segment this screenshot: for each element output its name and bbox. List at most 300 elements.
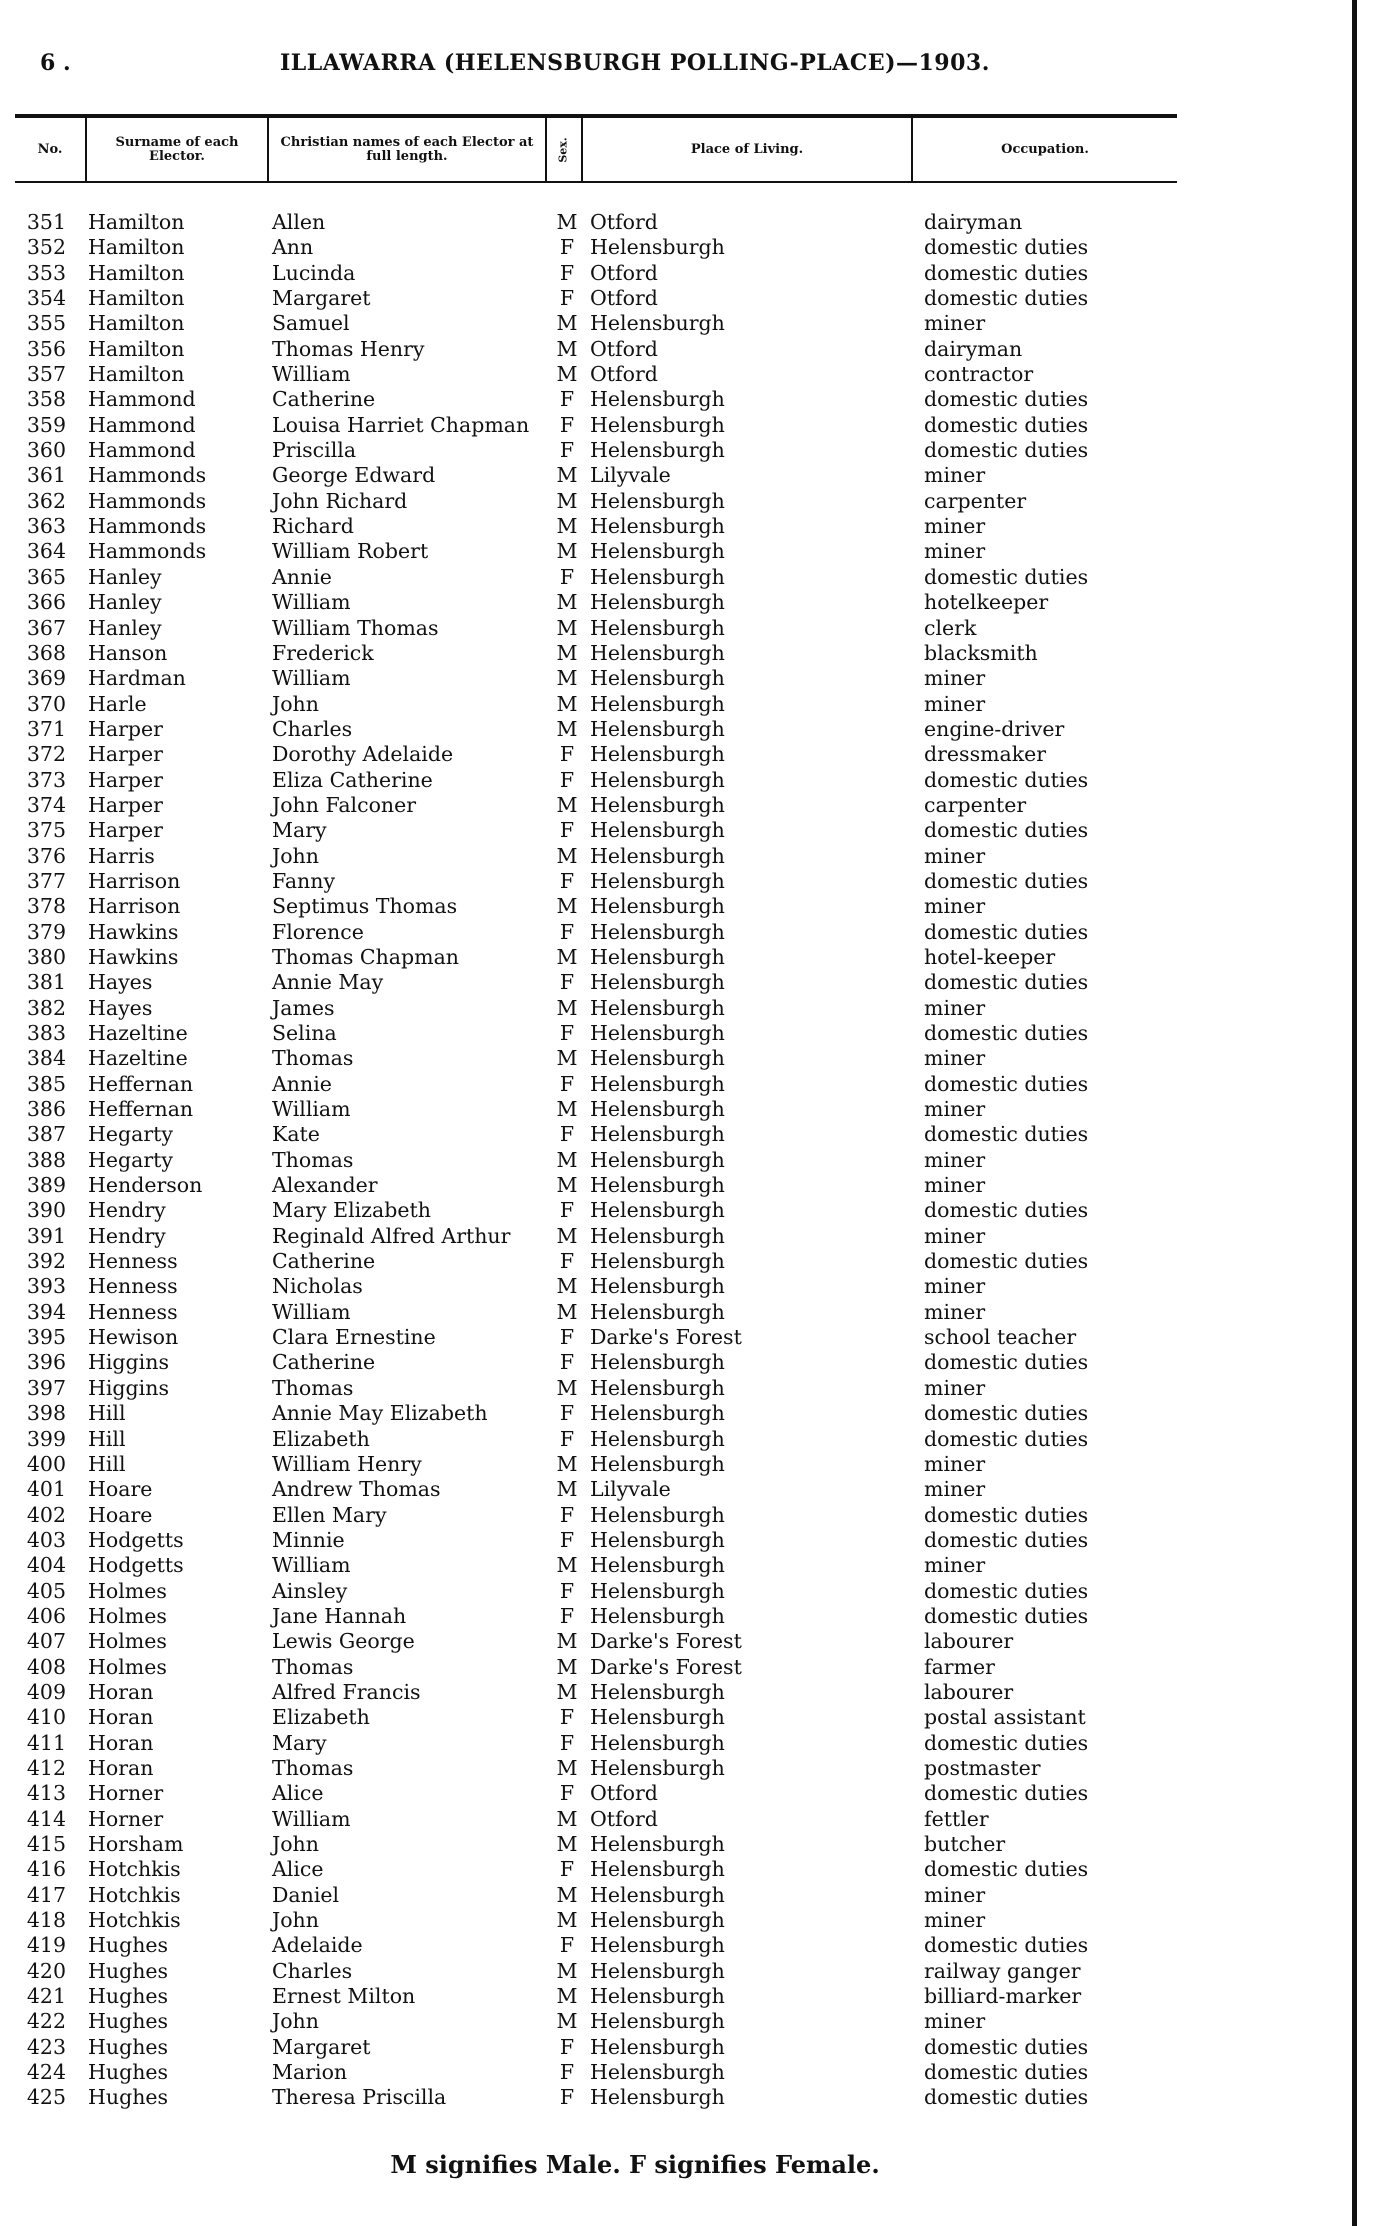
sex: F: [559, 1502, 575, 1527]
elector-number: 365: [26, 564, 66, 589]
page-edge-rule: [1352, 0, 1357, 2226]
place-of-living: Helensburgh: [590, 1198, 725, 1223]
occupation: miner: [924, 1274, 986, 1299]
elector-number: 413: [26, 1781, 66, 1806]
elector-number: 402: [26, 1502, 66, 1527]
page-number: 6 .: [40, 50, 71, 76]
elector-number: 361: [26, 463, 66, 488]
elector-number: 385: [26, 1071, 66, 1096]
occupation: domestic duties: [924, 1730, 1089, 1755]
elector-row: [0, 869, 1200, 894]
surname: Hill: [88, 1401, 126, 1426]
sex: M: [556, 894, 578, 919]
christian-names: Annie: [272, 1071, 332, 1096]
sex: F: [559, 1249, 575, 1274]
surname: Holmes: [88, 1578, 167, 1603]
sex: F: [559, 767, 575, 792]
elector-number: 393: [26, 1274, 66, 1299]
elector-row: [0, 1173, 1200, 1198]
surname: Henderson: [88, 1173, 203, 1198]
place-of-living: Helensburgh: [590, 716, 725, 741]
christian-names: William Robert: [272, 539, 429, 564]
surname: Hendry: [88, 1198, 166, 1223]
elector-row: [0, 286, 1200, 311]
elector-row: [0, 1655, 1200, 1680]
occupation: domestic duties: [924, 1249, 1089, 1274]
elector-row: [0, 717, 1200, 742]
occupation: domestic duties: [924, 1350, 1089, 1375]
elector-number: 359: [26, 412, 66, 437]
surname: Henness: [88, 1274, 178, 1299]
surname: Hodgetts: [88, 1553, 184, 1578]
place-of-living: Helensburgh: [590, 691, 725, 716]
elector-list: [0, 210, 1200, 2111]
occupation: miner: [924, 1375, 986, 1400]
place-of-living: Helensburgh: [590, 590, 725, 615]
place-of-living: Helensburgh: [590, 1350, 725, 1375]
place-of-living: Helensburgh: [590, 1021, 725, 1045]
occupation: miner: [924, 894, 986, 919]
christian-names: Mary: [272, 1730, 327, 1755]
place-of-living: Helensburgh: [590, 2085, 725, 2110]
christian-names: Thomas: [272, 1375, 354, 1400]
place-of-living: Helensburgh: [590, 514, 725, 539]
elector-row: [0, 1680, 1200, 1705]
elector-row: [0, 590, 1200, 615]
elector-number: 398: [26, 1401, 66, 1426]
occupation: domestic duties: [924, 1857, 1089, 1882]
surname: Horsham: [88, 1832, 184, 1856]
sex: M: [556, 488, 578, 513]
place-of-living: Helensburgh: [590, 742, 725, 767]
christian-names: Elizabeth: [272, 1705, 370, 1730]
surname: Hegarty: [88, 1122, 173, 1147]
elector-number: 371: [26, 716, 66, 741]
occupation: school teacher: [924, 1325, 1077, 1350]
occupation: miner: [924, 1908, 986, 1933]
christian-names: William: [272, 1553, 351, 1578]
christian-names: Alfred Francis: [272, 1679, 421, 1704]
elector-row: [0, 1224, 1200, 1249]
sex: M: [556, 1806, 578, 1831]
occupation: hotelkeeper: [924, 590, 1049, 615]
surname: Hayes: [88, 995, 153, 1020]
occupation: dressmaker: [924, 742, 1047, 767]
sex: F: [559, 2060, 575, 2085]
elector-row: [0, 1021, 1200, 1046]
surname: Harper: [88, 792, 163, 817]
sex: M: [556, 716, 578, 741]
place-of-living: Helensburgh: [590, 792, 725, 817]
christian-names: Daniel: [272, 1882, 340, 1907]
christian-names: John: [272, 2009, 319, 2034]
elector-number: 423: [26, 2034, 66, 2059]
elector-row: [0, 1097, 1200, 1122]
place-of-living: Helensburgh: [590, 1426, 725, 1451]
surname: Horan: [88, 1705, 154, 1730]
sex: M: [556, 362, 578, 387]
surname: Hardman: [88, 666, 186, 691]
elector-row: [0, 970, 1200, 995]
place-of-living: Helensburgh: [590, 1755, 725, 1780]
surname: Hammonds: [88, 463, 207, 488]
occupation: billiard-marker: [924, 1984, 1082, 2009]
sex: M: [556, 666, 578, 691]
sex: M: [556, 1654, 578, 1679]
elector-number: 369: [26, 666, 66, 691]
surname: Hanson: [88, 640, 168, 665]
elector-number: 372: [26, 742, 66, 767]
occupation: miner: [924, 995, 986, 1020]
elector-row: [0, 1959, 1200, 1984]
elector-number: 411: [26, 1730, 66, 1755]
surname: Hotchkis: [88, 1857, 181, 1882]
christian-names: Allen: [272, 210, 326, 234]
elector-row: [0, 1072, 1200, 1097]
sex: M: [556, 1046, 578, 1071]
header-occupation: Occupation.: [1001, 141, 1089, 157]
elector-row: [0, 235, 1200, 260]
christian-names: Catherine: [272, 387, 376, 412]
sex: F: [559, 1705, 575, 1730]
sex: F: [559, 1122, 575, 1147]
elector-row: [0, 2009, 1200, 2034]
elector-number: 414: [26, 1806, 66, 1831]
christian-names: Richard: [272, 514, 354, 539]
place-of-living: Helensburgh: [590, 311, 725, 336]
surname: Hanley: [88, 564, 162, 589]
elector-number: 400: [26, 1451, 66, 1476]
christian-names: John: [272, 843, 319, 868]
sex: F: [559, 2085, 575, 2110]
place-of-living: Helensburgh: [590, 1705, 725, 1730]
elector-row: [0, 1325, 1200, 1350]
sex: F: [559, 919, 575, 944]
surname: Hotchkis: [88, 1908, 181, 1933]
surname: Hughes: [88, 1958, 169, 1983]
surname: Hammonds: [88, 514, 207, 539]
elector-number: 422: [26, 2009, 66, 2034]
elector-row: [0, 945, 1200, 970]
surname: Hammond: [88, 412, 196, 437]
occupation: domestic duties: [924, 1401, 1089, 1426]
elector-row: [0, 489, 1200, 514]
occupation: labourer: [924, 1629, 1014, 1654]
occupation: domestic duties: [924, 919, 1089, 944]
christian-names: John: [272, 691, 319, 716]
surname: Heffernan: [88, 1071, 194, 1096]
elector-row: [0, 1781, 1200, 1806]
sex: F: [559, 970, 575, 995]
sex: F: [559, 1578, 575, 1603]
occupation: labourer: [924, 1679, 1014, 1704]
surname: Henness: [88, 1249, 178, 1274]
surname: Hughes: [88, 2009, 169, 2034]
elector-number: 363: [26, 514, 66, 539]
christian-names: Nicholas: [272, 1274, 363, 1299]
elector-number: 381: [26, 970, 66, 995]
place-of-living: Helensburgh: [590, 1882, 725, 1907]
occupation: miner: [924, 539, 986, 564]
sex: M: [556, 2009, 578, 2034]
surname: Hawkins: [88, 919, 179, 944]
place-of-living: Helensburgh: [590, 843, 725, 868]
elector-row: [0, 337, 1200, 362]
surname: Hughes: [88, 2034, 169, 2059]
occupation: domestic duties: [924, 868, 1089, 893]
elector-number: 395: [26, 1325, 66, 1350]
occupation: domestic duties: [924, 1071, 1089, 1096]
christian-names: Septimus Thomas: [272, 894, 458, 919]
occupation: miner: [924, 666, 986, 691]
christian-names: Annie May: [272, 970, 384, 995]
surname: Hegarty: [88, 1147, 173, 1172]
surname: Hawkins: [88, 944, 179, 969]
elector-row: [0, 1376, 1200, 1401]
christian-names: Elizabeth: [272, 1426, 370, 1451]
elector-row: [0, 1908, 1200, 1933]
elector-row: [0, 1883, 1200, 1908]
surname: Hoare: [88, 1477, 153, 1502]
place-of-living: Helensburgh: [590, 1122, 725, 1147]
elector-number: 401: [26, 1477, 66, 1502]
christian-names: William: [272, 1097, 351, 1122]
elector-number: 405: [26, 1578, 66, 1603]
occupation: fettler: [924, 1806, 989, 1831]
sex: F: [559, 1401, 575, 1426]
place-of-living: Helensburgh: [590, 1299, 725, 1324]
christian-names: William: [272, 1806, 351, 1831]
surname: Hamilton: [88, 311, 185, 336]
place-of-living: Helensburgh: [590, 1502, 725, 1527]
place-of-living: Helensburgh: [590, 2009, 725, 2034]
sex: F: [559, 1527, 575, 1552]
sex: M: [556, 590, 578, 615]
elector-row: [0, 311, 1200, 336]
elector-row: [0, 1553, 1200, 1578]
surname: Horan: [88, 1679, 154, 1704]
place-of-living: Helensburgh: [590, 818, 725, 843]
elector-number: 384: [26, 1046, 66, 1071]
occupation: domestic duties: [924, 286, 1089, 311]
sex: F: [559, 1781, 575, 1806]
elector-row: [0, 1427, 1200, 1452]
surname: Hotchkis: [88, 1882, 181, 1907]
elector-row: [0, 1579, 1200, 1604]
surname: Harrison: [88, 868, 181, 893]
sex: F: [559, 1198, 575, 1223]
place-of-living: Helensburgh: [590, 1451, 725, 1476]
christian-names: Andrew Thomas: [272, 1477, 441, 1502]
elector-number: 380: [26, 944, 66, 969]
christian-names: William: [272, 1299, 351, 1324]
surname: Horan: [88, 1730, 154, 1755]
elector-number: 421: [26, 1984, 66, 2009]
place-of-living: Helensburgh: [590, 666, 725, 691]
place-of-living: Helensburgh: [590, 1223, 725, 1248]
elector-row: [0, 742, 1200, 767]
elector-number: 394: [26, 1299, 66, 1324]
surname: Hill: [88, 1426, 126, 1451]
sex: F: [559, 235, 575, 260]
header-bottom-rule: [15, 181, 1177, 183]
occupation: domestic duties: [924, 1122, 1089, 1147]
place-of-living: Helensburgh: [590, 1984, 725, 2009]
place-of-living: Helensburgh: [590, 1933, 725, 1958]
christian-names: Ann: [272, 235, 314, 260]
elector-row: [0, 996, 1200, 1021]
occupation: domestic duties: [924, 1781, 1089, 1806]
elector-row: [0, 1731, 1200, 1756]
sex: M: [556, 514, 578, 539]
place-of-living: Helensburgh: [590, 894, 725, 919]
occupation: miner: [924, 1046, 986, 1071]
christian-names: Margaret: [272, 286, 371, 311]
elector-number: 382: [26, 995, 66, 1020]
christian-names: Theresa Priscilla: [272, 2085, 447, 2110]
place-of-living: Helensburgh: [590, 1832, 725, 1856]
elector-number: 357: [26, 362, 66, 387]
elector-row: [0, 1477, 1200, 1502]
christian-names: Alexander: [272, 1173, 378, 1198]
christian-names: Catherine: [272, 1249, 376, 1274]
occupation: domestic duties: [924, 564, 1089, 589]
surname: Hanley: [88, 615, 162, 640]
place-of-living: Helensburgh: [590, 944, 725, 969]
place-of-living: Helensburgh: [590, 1249, 725, 1274]
header-christian-names: Christian names of each Elector at full length.: [280, 134, 534, 164]
occupation: butcher: [924, 1832, 1006, 1856]
surname: Hanley: [88, 590, 162, 615]
elector-number: 415: [26, 1832, 66, 1856]
occupation: miner: [924, 1882, 986, 1907]
elector-number: 408: [26, 1654, 66, 1679]
occupation: miner: [924, 1299, 986, 1324]
sex: M: [556, 539, 578, 564]
elector-row: [0, 438, 1200, 463]
christian-names: Adelaide: [272, 1933, 363, 1958]
elector-number: 356: [26, 336, 66, 361]
elector-row: [0, 261, 1200, 286]
place-of-living: Otford: [590, 362, 658, 387]
christian-names: Louisa Harriet Chapman: [272, 412, 530, 437]
sex: M: [556, 1958, 578, 1983]
sex: M: [556, 210, 578, 234]
place-of-living: Helensburgh: [590, 1071, 725, 1096]
elector-number: 397: [26, 1375, 66, 1400]
christian-names: George Edward: [272, 463, 436, 488]
occupation: domestic duties: [924, 767, 1089, 792]
place-of-living: Helensburgh: [590, 1274, 725, 1299]
christian-names: Jane Hannah: [272, 1603, 407, 1628]
sex: M: [556, 843, 578, 868]
christian-names: Priscilla: [272, 438, 357, 463]
elector-number: 364: [26, 539, 66, 564]
elector-row: [0, 793, 1200, 818]
elector-number: 391: [26, 1223, 66, 1248]
sex: F: [559, 1426, 575, 1451]
sex: M: [556, 1375, 578, 1400]
header-surname: Surname of each Elector.: [115, 134, 239, 164]
sex: F: [559, 1603, 575, 1628]
elector-row: [0, 1350, 1200, 1375]
elector-number: 377: [26, 868, 66, 893]
elector-number: 409: [26, 1679, 66, 1704]
christian-names: Kate: [272, 1122, 320, 1147]
christian-names: Ainsley: [272, 1578, 348, 1603]
sex: M: [556, 1984, 578, 2009]
surname: Henness: [88, 1299, 178, 1324]
elector-number: 375: [26, 818, 66, 843]
surname: Hammonds: [88, 539, 207, 564]
elector-number: 396: [26, 1350, 66, 1375]
sex: F: [559, 1933, 575, 1958]
occupation: miner: [924, 843, 986, 868]
christian-names: Mary: [272, 818, 327, 843]
sex: M: [556, 615, 578, 640]
surname: Harris: [88, 843, 155, 868]
elector-number: 392: [26, 1249, 66, 1274]
christian-names: Fanny: [272, 868, 336, 893]
elector-row: [0, 1528, 1200, 1553]
elector-number: 425: [26, 2085, 66, 2110]
surname: Hughes: [88, 2085, 169, 2110]
elector-row: [0, 2035, 1200, 2060]
elector-number: 404: [26, 1553, 66, 1578]
elector-number: 389: [26, 1173, 66, 1198]
place-of-living: Otford: [590, 286, 658, 311]
christian-names: Thomas: [272, 1147, 354, 1172]
surname: Harper: [88, 767, 163, 792]
sex: M: [556, 1299, 578, 1324]
place-of-living: Helensburgh: [590, 1553, 725, 1578]
christian-names: Thomas: [272, 1046, 354, 1071]
surname: Hodgetts: [88, 1527, 184, 1552]
occupation: miner: [924, 1223, 986, 1248]
occupation: engine-driver: [924, 716, 1065, 741]
occupation: domestic duties: [924, 1933, 1089, 1958]
christian-names: John Richard: [272, 488, 408, 513]
place-of-living: Lilyvale: [590, 1477, 671, 1502]
header-place-of-living: Place of Living.: [690, 141, 804, 157]
occupation: miner: [924, 311, 986, 336]
elector-row: [0, 844, 1200, 869]
christian-names: Reginald Alfred Arthur: [272, 1223, 511, 1248]
occupation: carpenter: [924, 792, 1027, 817]
elector-row: [0, 666, 1200, 691]
sex: M: [556, 1882, 578, 1907]
elector-number: 387: [26, 1122, 66, 1147]
occupation: domestic duties: [924, 1426, 1089, 1451]
elector-number: 373: [26, 767, 66, 792]
elector-row: [0, 920, 1200, 945]
occupation: domestic duties: [924, 2060, 1089, 2085]
elector-number: 367: [26, 615, 66, 640]
elector-row: [0, 2085, 1200, 2110]
surname: Hewison: [88, 1325, 179, 1350]
surname: Holmes: [88, 1654, 167, 1679]
sex: M: [556, 944, 578, 969]
elector-number: 418: [26, 1908, 66, 1933]
place-of-living: Darke's Forest: [590, 1629, 742, 1654]
christian-names: Minnie: [272, 1527, 345, 1552]
elector-row: [0, 818, 1200, 843]
christian-names: William Henry: [272, 1451, 422, 1476]
surname: Hughes: [88, 1984, 169, 2009]
surname: Higgins: [88, 1350, 169, 1375]
sex: M: [556, 1755, 578, 1780]
place-of-living: Helensburgh: [590, 1908, 725, 1933]
